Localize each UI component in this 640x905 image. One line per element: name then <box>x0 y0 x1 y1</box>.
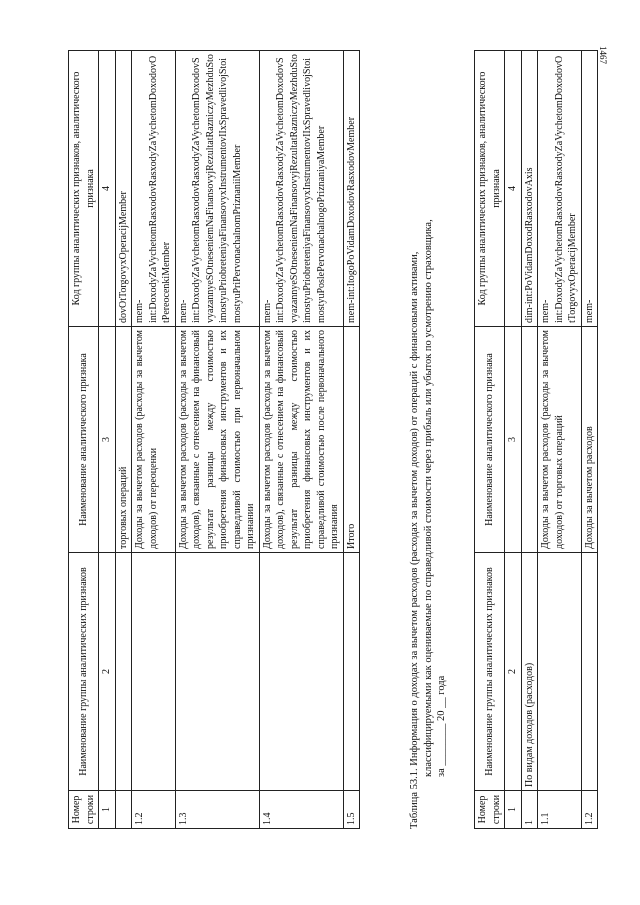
numbering-cell: 1 <box>505 791 522 829</box>
caption-line-2: классифицируемыми как оцениваемые по справедливой стоимости через прибыль или убыток по усмотрению страховщика, <box>422 219 434 777</box>
row-feature-name: Доходы за вычетом расходов (расходы за вычетом доходов), связанные с отнесением на финансовый результат разницы между стоимостью приобретения финансовых инструментов и их справедливой стоимостью при первоначальном признании <box>175 327 259 553</box>
table-row <box>259 51 343 829</box>
header-row-number: Номер строки <box>475 791 505 829</box>
row-group: По видам доходов (расходов) <box>521 553 538 791</box>
row-group <box>175 553 259 791</box>
row-feature-name: Итого <box>343 327 360 553</box>
row-group <box>259 553 343 791</box>
header-group-name: Наименование группы аналитических признаков <box>475 553 505 791</box>
row-code: mem-int:ItogoPoVidamDoxodovRasxodovMember <box>343 51 360 327</box>
row-code: dim-int:PoVidamDoxodRasxodovAxis <box>521 51 538 327</box>
row-number: 1.3 <box>175 791 259 829</box>
table-top <box>68 50 360 829</box>
table-row <box>175 51 259 829</box>
row-number: 1 <box>521 791 538 829</box>
header-group-name: Наименование группы аналитических признаков <box>69 553 99 791</box>
table-header-row <box>69 51 99 829</box>
numbering-cell: 1 <box>99 791 116 829</box>
row-code: mem- <box>581 51 598 327</box>
table-bottom <box>474 50 598 829</box>
row-group <box>581 553 598 791</box>
row-feature-name: Доходы за вычетом расходов (расходы за вычетом доходов), связанные с отнесением на финансовый результат разницы между стоимостью приобретения финансовых инструментов и их справедливой стоимостью после первоначального признания <box>259 327 343 553</box>
table-numbering-row <box>505 51 522 829</box>
header-row-number: Номер строки <box>69 791 99 829</box>
row-group <box>538 553 582 791</box>
caption-line-1: Таблица 53.1. Информация о доходах за вычетом расходов (расходах за вычетом доходов) от операций с финансовыми активами, <box>409 251 420 829</box>
table-header-row <box>475 51 505 829</box>
numbering-cell: 4 <box>99 51 116 327</box>
header-feature-name: Наименование аналитического признака <box>69 327 99 553</box>
page-number: 1467 <box>598 46 608 64</box>
table-caption <box>408 51 449 829</box>
row-code: mem-int:DoxodyZaVychetomRasxodovRasxodyZaVychetomDoxodovOtPereocenkiMember <box>132 51 176 327</box>
row-code: dovOtTorgovyxOperacijMember <box>115 51 132 327</box>
row-number <box>115 791 132 829</box>
row-group <box>132 553 176 791</box>
row-code: mem-int:DoxodyZaVychetomRasxodovRasxodyZaVychetomDoxodovSvyazannyeSOtneseniemNaFinansovyjRezultatRazniczyMezhduStoimostyuPriobreteniyaFinansovyxInstrumentovIIxSpravedlivojStoimostyuPoslePervonachalnogoPriznaniyaMember <box>259 51 343 327</box>
table-row <box>521 51 538 829</box>
row-feature-name: торговых операций <box>115 327 132 553</box>
header-code: Код группы аналитических признаков, аналитического признака <box>69 51 99 327</box>
row-feature-name: Доходы за вычетом расходов (расходы за вычетом доходов) от переоценки <box>132 327 176 553</box>
row-number: 1.2 <box>581 791 598 829</box>
row-group <box>115 553 132 791</box>
row-code: mem-int:DoxodyZaVychetomRasxodovRasxodyZaVychetomDoxodovOtTorgovyxOperacijMember <box>538 51 582 327</box>
numbering-cell: 4 <box>505 51 522 327</box>
row-feature-name: Доходы за вычетом расходов (расходы за вычетом доходов) от торговых операций <box>538 327 582 553</box>
row-number: 1.1 <box>538 791 582 829</box>
row-group <box>343 553 360 791</box>
numbering-cell: 3 <box>99 327 116 553</box>
numbering-cell: 3 <box>505 327 522 553</box>
row-code: mem-int:DoxodyZaVychetomRasxodovRasxodyZaVychetomDoxodovSvyazannyeSOtneseniemNaFinansovyjRezultatRazniczyMezhduStoimostyuPriobreteniyaFinansovyxInstrumentovIIxSpravedlivojStoimostyuPriPervonachalnomPriznaniiMember <box>175 51 259 327</box>
table-numbering-row <box>99 51 116 829</box>
numbering-cell: 2 <box>505 553 522 791</box>
row-number: 1.5 <box>343 791 360 829</box>
row-feature-name: Доходы за вычетом расходов <box>581 327 598 553</box>
table-row <box>343 51 360 829</box>
caption-line-3: за ________ 20 __ года <box>436 675 447 777</box>
header-feature-name: Наименование аналитического признака <box>475 327 505 553</box>
row-number: 1.4 <box>259 791 343 829</box>
row-feature-name <box>521 327 538 553</box>
table-row <box>115 51 132 829</box>
row-number: 1.2 <box>132 791 176 829</box>
header-code: Код группы аналитических признаков, аналитического признака <box>475 51 505 327</box>
numbering-cell: 2 <box>99 553 116 791</box>
table-row <box>538 51 582 829</box>
table-row <box>132 51 176 829</box>
table-row <box>581 51 598 829</box>
